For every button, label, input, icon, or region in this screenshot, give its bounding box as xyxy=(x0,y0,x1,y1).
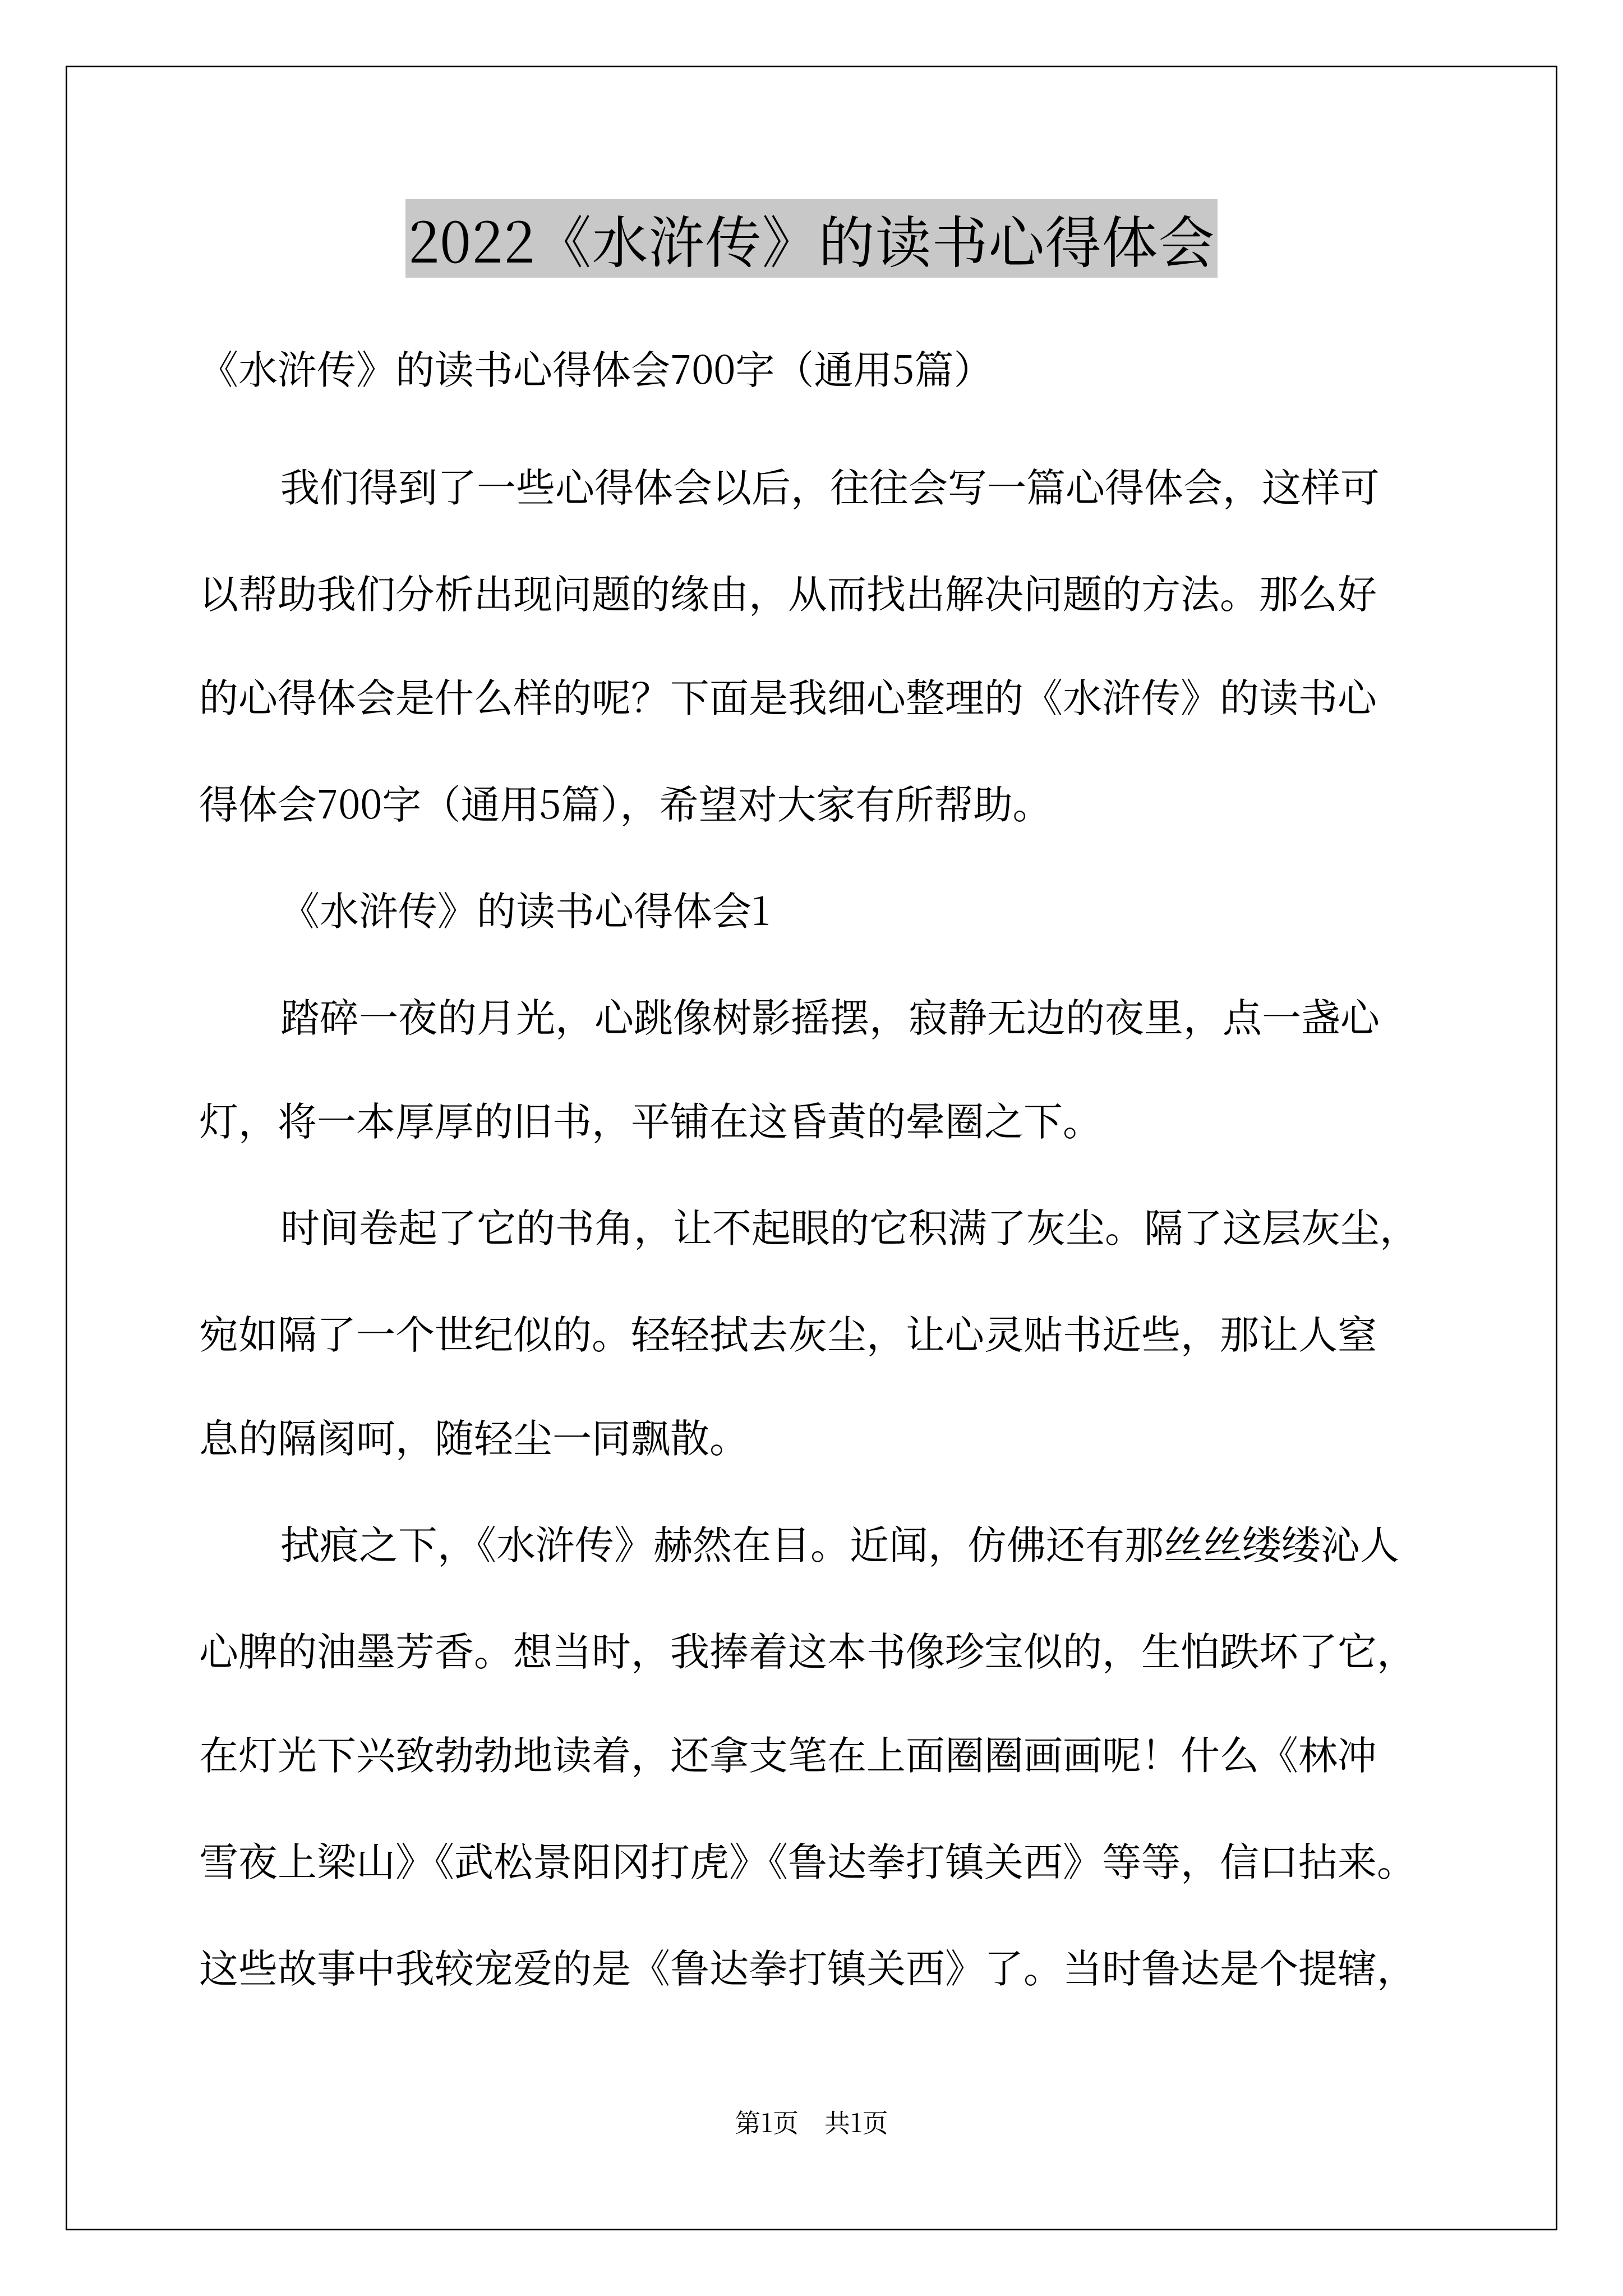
page-footer: 第1页 共1页 xyxy=(735,2103,888,2140)
section-heading: 《水浒传》的读书心得体会1 xyxy=(280,880,770,937)
paragraph-line: 雪夜上梁山》《武松景阳冈打虎》《鲁达拳打镇关西》等等，信口拈来。 xyxy=(199,1831,1416,1888)
paragraph-line: 这些故事中我较宠爱的是《鲁达拳打镇关西》了。当时鲁达是个提辖， xyxy=(199,1938,1416,1994)
paragraph-line: 宛如隔了一个世纪似的。轻轻拭去灰尘，让心灵贴书近些，那让人窒 xyxy=(199,1304,1377,1360)
title-container xyxy=(0,199,1623,278)
paragraph-line: 得体会700字（通用5篇），希望对大家有所帮助。 xyxy=(199,774,1052,830)
paragraph-line: 以帮助我们分析出现问题的缘由，从而找出解决问题的方法。那么好 xyxy=(199,563,1377,620)
document-title: 2022《水浒传》的读书心得体会 xyxy=(405,199,1217,278)
paragraph-line: 在灯光下兴致勃勃地读着，还拿支笔在上面圈圈画画呢！什么《林冲 xyxy=(199,1724,1377,1781)
paragraph-line: 心脾的油墨芳香。想当时，我捧着这本书像珍宝似的，生怕跌坏了它， xyxy=(199,1621,1416,1677)
paragraph-line: 息的隔阂呵，随轻尘一同飘散。 xyxy=(199,1407,749,1464)
paragraph-line: 灯，将一本厚厚的旧书，平铺在这昏黄的晕圈之下。 xyxy=(199,1091,1102,1147)
paragraph-line: 的心得体会是什么样的呢？下面是我细心整理的《水浒传》的读书心 xyxy=(199,667,1377,724)
subtitle-line: 《水浒传》的读书心得体会700字（通用5篇） xyxy=(199,339,993,395)
paragraph-line: 我们得到了一些心得体会以后，往往会写一篇心得体会，这样可 xyxy=(280,457,1380,513)
paragraph-line: 踏碎一夜的月光，心跳像树影摇摆，寂静无边的夜里，点一盏心 xyxy=(280,987,1380,1043)
paragraph-line: 时间卷起了它的书角，让不起眼的它积满了灰尘。隔了这层灰尘， xyxy=(280,1197,1419,1254)
paragraph-line: 拭痕之下，《水浒传》赫然在目。近闻，仿佛还有那丝丝缕缕沁人 xyxy=(280,1514,1399,1571)
